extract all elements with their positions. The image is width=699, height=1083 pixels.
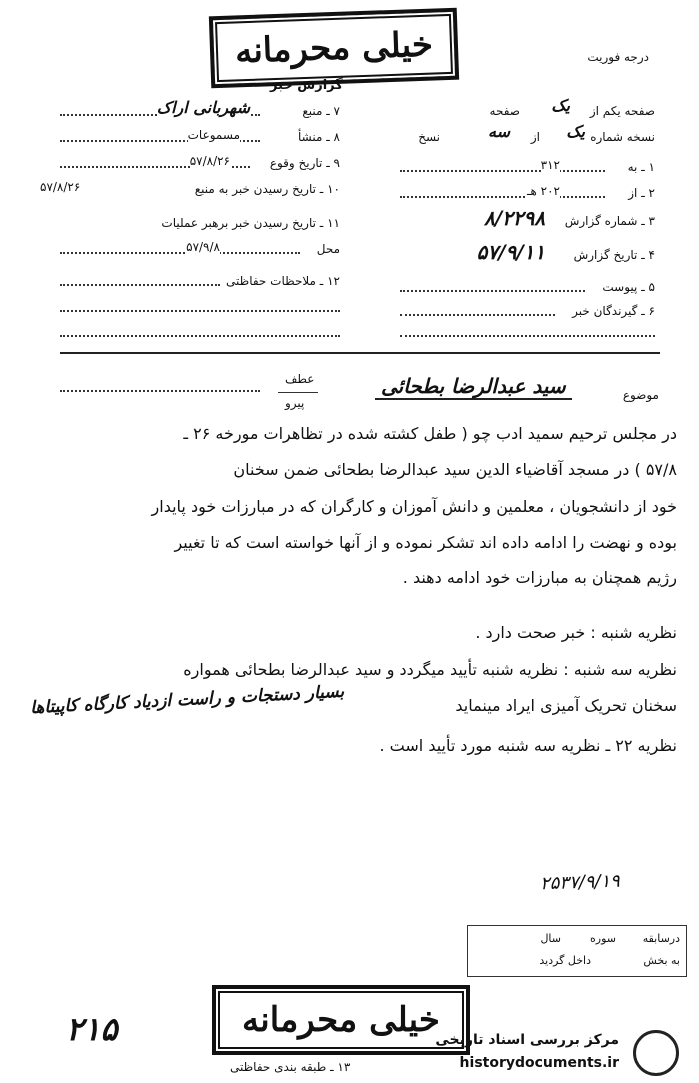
bottom-classification-stamp (212, 985, 470, 1055)
header-separator (60, 352, 660, 354)
left-subject-line (60, 390, 260, 392)
footer-classification: ۱۳ ـ طبقه بندی حفاظتی (230, 1060, 351, 1074)
left-field-origin: ۸ ـ منشأ مسموعات (60, 126, 340, 150)
right-field-page: صفحه یکم از یک صفحه (489, 96, 655, 118)
left-blank-line-2 (60, 335, 340, 337)
handwritten-note: بسیار دستجات و راست ازدیاد کارگاه کاپیتاها (29, 681, 345, 719)
left-field-location: محل ۵۷/۹/۸ (60, 238, 340, 262)
left-field-protection-notes: ۱۲ ـ ملاحظات حفاظتی (60, 270, 340, 294)
left-field-source: ۷ ـ منبع شهربانی اراک (60, 100, 340, 124)
document-title: گزارش خبر (270, 78, 343, 93)
right-field-report-number: ۳ ـ شماره گزارش ۸/۲۲۹۸ (483, 206, 655, 230)
body-line-4: بوده و نهضت را ادامه داده اند تشکر نموده و از آنها خواسته است که تا تغییر (174, 533, 677, 552)
watermark-name: مرکز بررسی اسناد تاریخی (435, 1032, 619, 1048)
body-line-7: نظریه سه شنبه : نظریه شنبه تأیید میگردد و سید عبدالرضا بطحائی همواره (183, 660, 677, 679)
archive-field-year: سال (540, 932, 561, 945)
left-field-occurrence-date: ۹ ـ تاریخ وقوع ۵۷/۸/۲۶ (60, 152, 340, 176)
stamp-text: خیلی محرمانه (234, 24, 434, 72)
bottom-stamp-text: خیلی محرمانه (242, 1000, 440, 1040)
archive-field-surah: سوره (590, 932, 616, 945)
archive-box (467, 925, 687, 977)
watermark-url: historydocuments.ir (459, 1055, 619, 1071)
archive-field-entered: داخل گردید (539, 954, 591, 967)
body-line-6: نظریه شنبه : خبر صحت دارد . (475, 623, 677, 642)
atf-label: عطف (285, 372, 315, 386)
watermark-logo-icon (633, 1030, 679, 1076)
right-field-attachment: ۵ ـ پیوست (400, 276, 655, 298)
archive-field-section: به بخش (643, 954, 680, 967)
left-field-receipt-date: ۱۰ ـ تاریخ رسیدن خبر به منبع ۵۷/۸/۲۶ (40, 180, 340, 196)
body-line-1: در مجلس ترحیم سمید ادب چو ( طفل کشته شده در تظاهرات مورخه ۲۶ ـ (183, 424, 677, 443)
date-stamp: ۲۵۳۷/۹/۱۹ (539, 870, 621, 895)
priority-label: درجه فوریت (587, 50, 649, 64)
body-line-8: سخنان تحریک آمیزی ایراد مینماید (455, 696, 677, 715)
right-field-from: ۲ ـ از ۲۰۲ هـ (400, 182, 655, 204)
left-field-operations-date: ۱۱ ـ تاریخ رسیدن خبر برهبر عملیات (161, 216, 340, 230)
right-field-copy: نسخه شماره یک از سه نسخ (418, 122, 655, 144)
body-line-9: نظریه ۲۲ ـ نظریه سه شنبه مورد تأیید است . (379, 736, 677, 755)
right-blank-line (400, 335, 655, 337)
body-line-5: رژیم همچنان به مبارزات خود ادامه دهند . (402, 568, 677, 587)
left-blank-line-1 (60, 310, 340, 312)
subject-value: سید عبدالرضا بطحائی (375, 374, 572, 400)
subject-label: موضوع (622, 388, 659, 402)
right-field-recipients: ۶ ـ گیرندگان خبر (400, 300, 655, 322)
body-line-2: ۵۷/۸ ) در مسجد آقاضیاء الدین سید عبدالرضا بطحائی ضمن سخنان (233, 460, 677, 479)
archive-field-record: درسابقه (642, 932, 680, 945)
body-line-3: خود از دانشجویان ، معلمین و دانش آموزان و کارگران که در مبارزات خود پایدار (151, 497, 677, 516)
page-number: ۲۱۵ (66, 1010, 118, 1048)
peyro-label: پیرو (285, 396, 305, 410)
atf-peyro-divider (278, 392, 318, 393)
right-field-report-date: ۴ ـ تاریخ گزارش ۵۷/۹/۱۱ (476, 240, 655, 264)
top-classification-stamp (209, 8, 459, 89)
right-field-to: ۱ ـ به ۳۱۲ (400, 156, 655, 178)
